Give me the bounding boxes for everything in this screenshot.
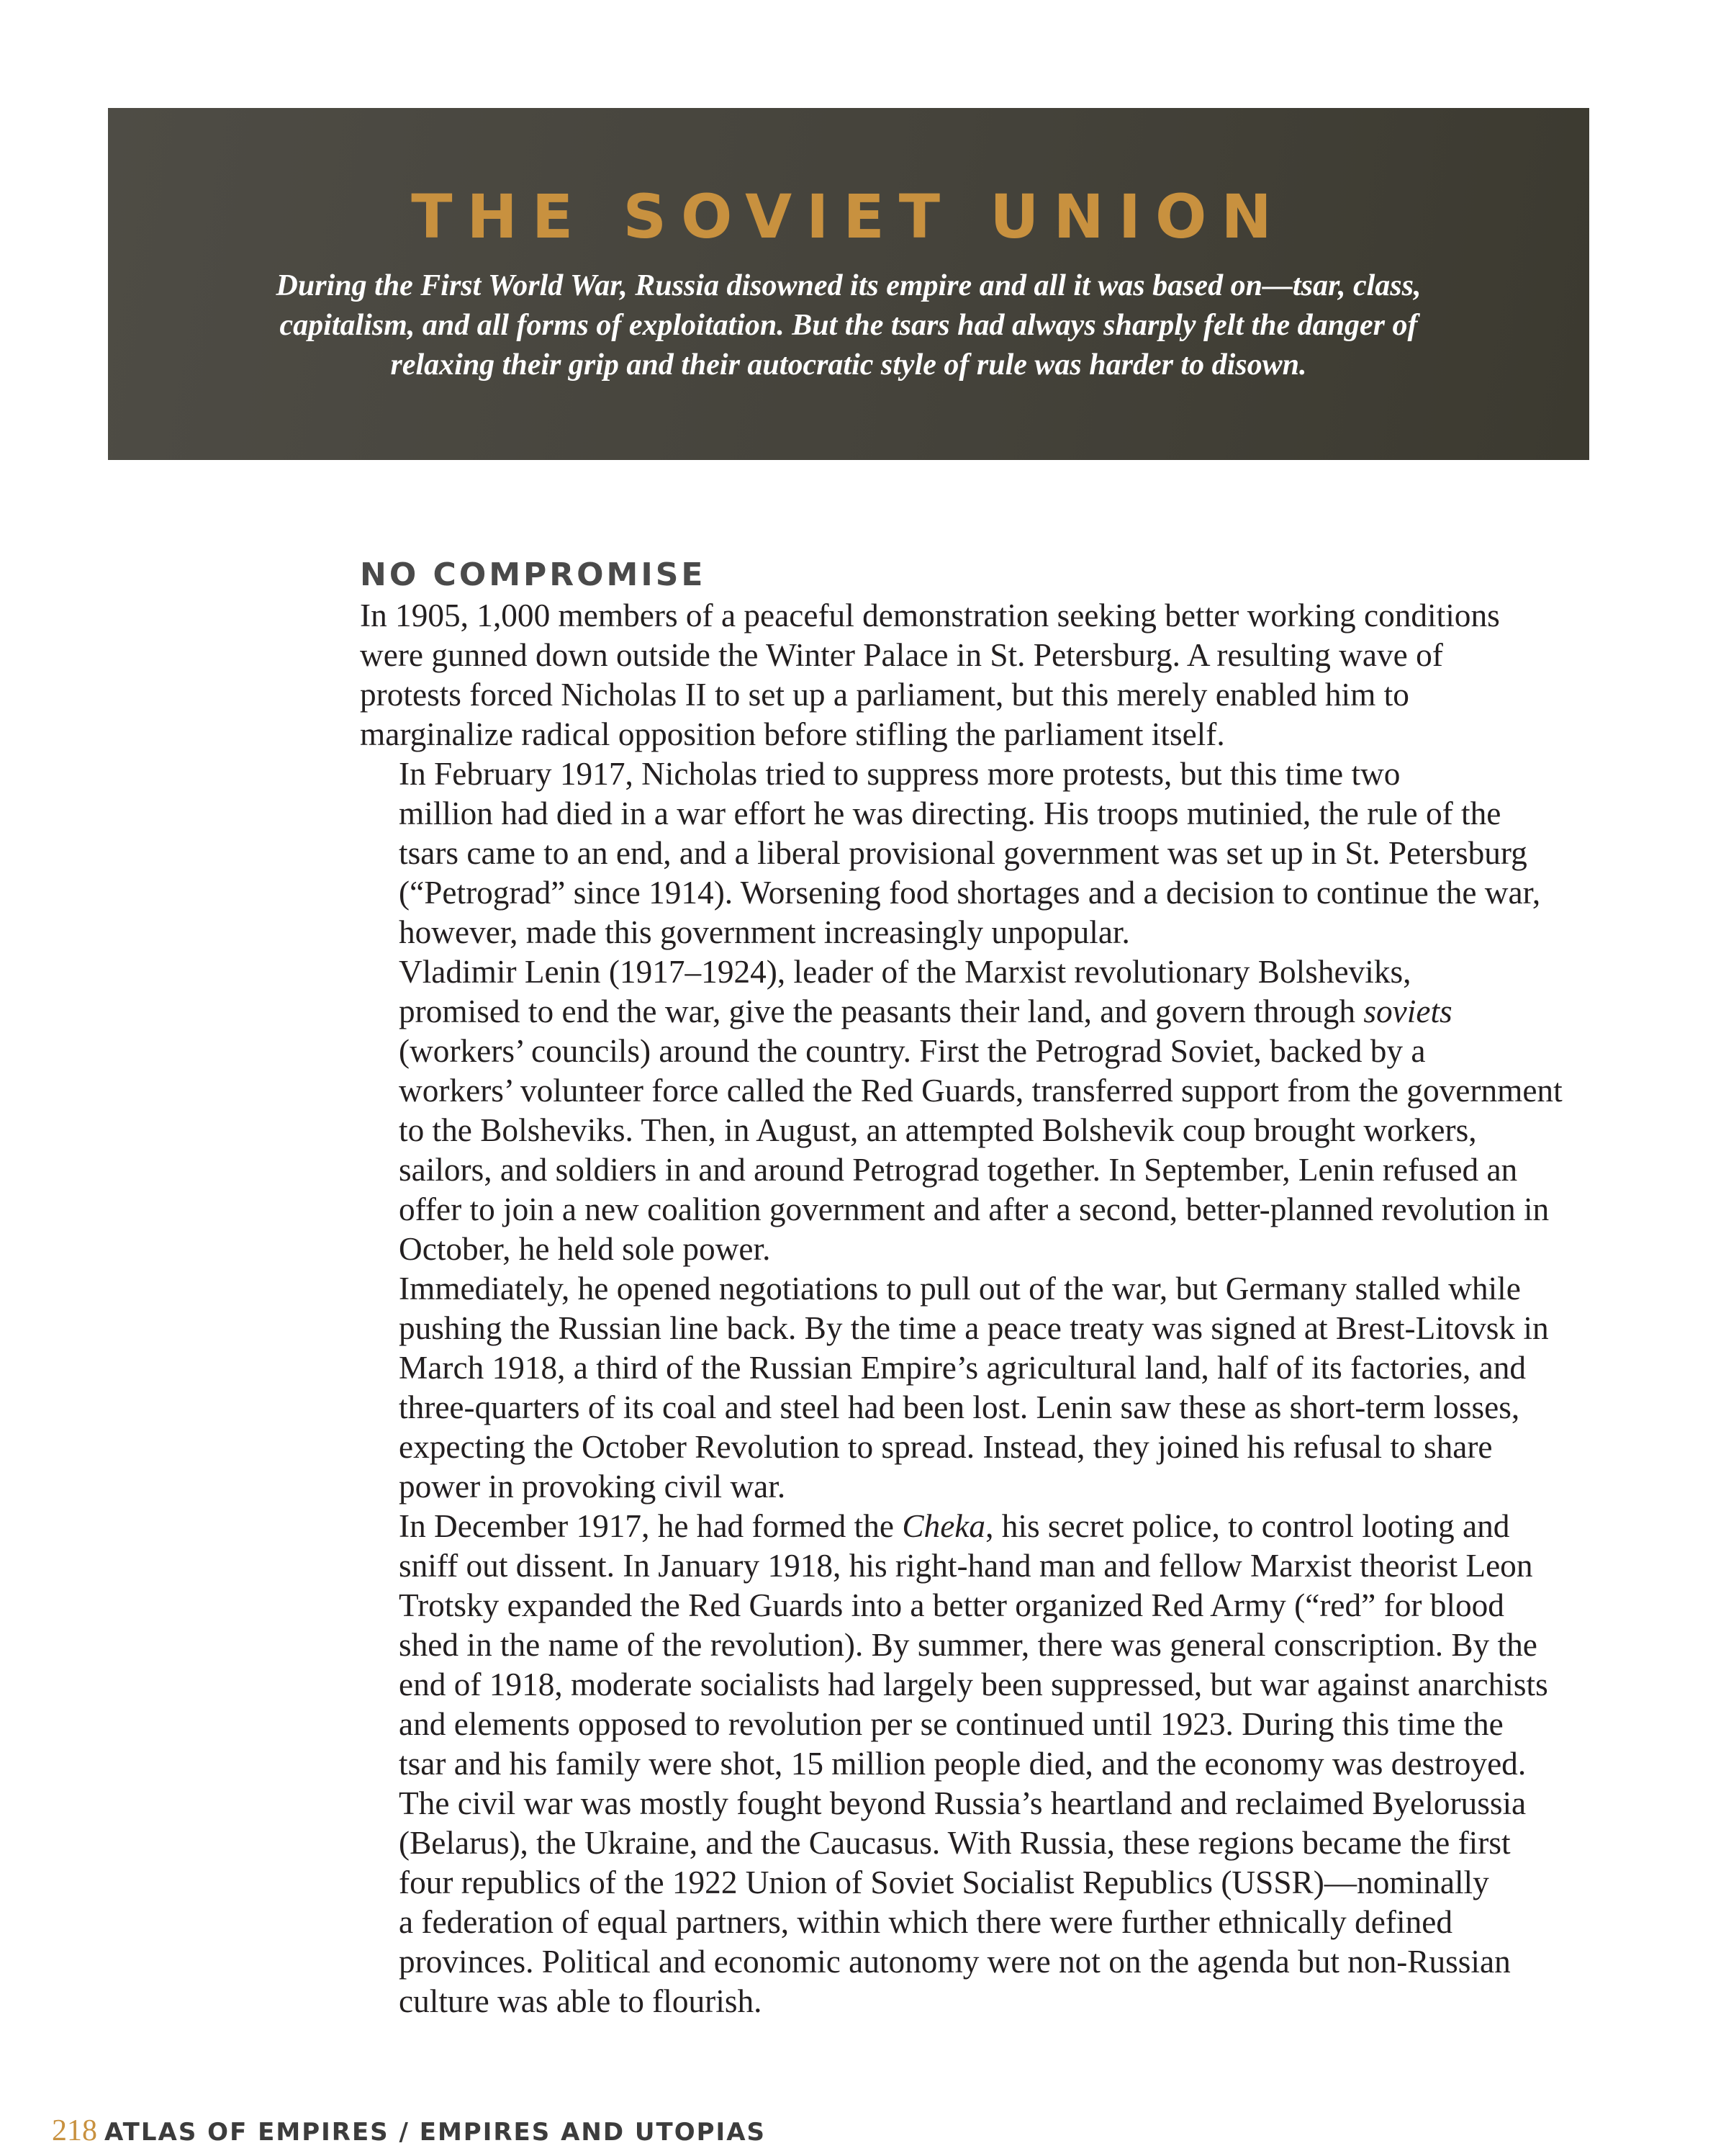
text-line: (“Petrograd” since 1914). Worsening food shortages and a decision to continue the war, [399, 875, 1541, 911]
subtitle-line: capitalism, and all forms of exploitation. But the tsars had always sharply felt the danger of [279, 309, 1418, 342]
text-line: power in provoking civil war. [399, 1469, 786, 1505]
text-line: to the Bolsheviks. Then, in August, an attempted Bolshevik coup brought workers, [399, 1112, 1477, 1148]
paragraph [360, 952, 1583, 1269]
text-line: and elements opposed to revolution per se continued until 1923. During this time the [399, 1706, 1504, 1742]
page-number: 218 [52, 2114, 97, 2147]
text-segment: , his secret police, to control looting and [985, 1508, 1510, 1544]
text-line: sniff out dissent. In January 1918, his right-hand man and fellow Marxist theorist Leon [399, 1548, 1533, 1584]
text-line: offer to join a new coalition government and after a second, better-planned revolution in [399, 1191, 1550, 1227]
banner-subtitle [245, 266, 1452, 385]
text-segment: promised to end the war, give the peasants their land, and govern through [399, 993, 1356, 1029]
text-line: Immediately, he opened negotiations to pull out of the war, but Germany stalled while [399, 1271, 1521, 1307]
text-line: March 1918, a third of the Russian Empire’s agricultural land, half of its factories, and [399, 1350, 1527, 1386]
paragraph [360, 1507, 1583, 1784]
section-heading: NO COMPROMISE [360, 556, 706, 593]
text-line: Vladimir Lenin (1917–1924), leader of the Marxist revolutionary Bolsheviks, [399, 954, 1411, 990]
text-line: workers’ volunteer force called the Red Guards, transferred support from the government [399, 1073, 1563, 1109]
text-line: pushing the Russian line back. By the time a peace treaty was signed at Brest-Litovsk in [399, 1310, 1549, 1346]
paragraph [360, 1269, 1583, 1507]
text-line [360, 992, 1583, 1032]
text-line: end of 1918, moderate socialists had largely been suppressed, but war against anarchists [399, 1666, 1548, 1702]
italic-term: Cheka [902, 1508, 986, 1544]
text-line: shed in the name of the revolution). By summer, there was general conscription. By the [399, 1627, 1537, 1663]
text-line: tsars came to an end, and a liberal provisional government was set up in St. Petersburg [399, 835, 1527, 871]
paragraph [360, 1784, 1583, 2021]
text-line: million had died in a war effort he was directing. His troops mutinied, the rule of the [399, 795, 1501, 831]
page-footer [52, 2113, 766, 2155]
text-line: four republics of the 1922 Union of Soviet Socialist Republics (USSR)—nominally [399, 1864, 1489, 1900]
italic-term: soviets [1363, 993, 1452, 1029]
subtitle-line: relaxing their grip and their autocratic style of rule was harder to disown. [390, 348, 1307, 382]
text-line: were gunned down outside the Winter Palace in St. Petersburg. A resulting wave of [360, 637, 1443, 673]
text-line: however, made this government increasingly unpopular. [399, 914, 1130, 950]
text-line: a federation of equal partners, within which there were further ethnically defined [399, 1904, 1452, 1940]
running-head: ATLAS OF EMPIRES / EMPIRES AND UTOPIAS [104, 2118, 767, 2147]
text-line: culture was able to flourish. [399, 1983, 762, 2019]
text-line: three-quarters of its coal and steel had been lost. Lenin saw these as short-term losses, [399, 1389, 1520, 1425]
text-line: marginalize radical opposition before stifling the parliament itself. [360, 716, 1225, 752]
subtitle-line: During the First World War, Russia disowned its empire and all it was based on—tsar, class, [276, 269, 1422, 302]
paragraph [360, 754, 1583, 952]
text-line: In February 1917, Nicholas tried to suppress more protests, but this time two [399, 756, 1401, 792]
text-line: (Belarus), the Ukraine, and the Caucasus. With Russia, these regions became the first [399, 1825, 1511, 1861]
article-section [360, 554, 1583, 2021]
text-line: sailors, and soldiers in and around Petrograd together. In September, Lenin refused an [399, 1152, 1518, 1188]
text-line [360, 1507, 1583, 1546]
text-line: tsar and his family were shot, 15 million people died, and the economy was destroyed. [399, 1746, 1527, 1782]
text-line: October, he held sole power. [399, 1231, 771, 1267]
text-line: provinces. Political and economic autonomy were not on the agenda but non-Russian [399, 1944, 1511, 1980]
text-line: In 1905, 1,000 members of a peaceful demonstration seeking better working conditions [360, 597, 1500, 633]
text-line: protests forced Nicholas II to set up a parliament, but this merely enabled him to [360, 677, 1409, 713]
page-title: THE SOVIET UNION [411, 181, 1286, 252]
text-line: (workers’ councils) around the country. First the Petrograd Soviet, backed by a [399, 1033, 1426, 1069]
paragraph [360, 596, 1583, 754]
text-line: expecting the October Revolution to spread. Instead, they joined his refusal to share [399, 1429, 1493, 1465]
text-segment: In December 1917, he had formed the [399, 1508, 894, 1544]
text-line: Trotsky expanded the Red Guards into a better organized Red Army (“red” for blood [399, 1587, 1504, 1623]
text-line: The civil war was mostly fought beyond Russia’s heartland and reclaimed Byelorussia [399, 1785, 1527, 1821]
title-banner [108, 108, 1589, 460]
